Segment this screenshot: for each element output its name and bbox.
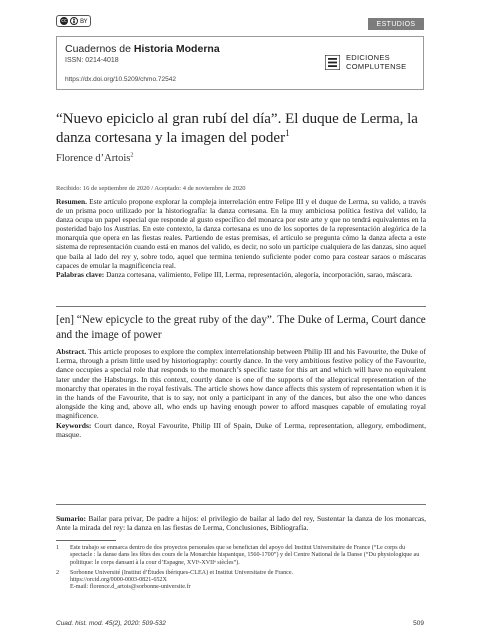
section-tag: ESTUDIOS bbox=[368, 18, 424, 30]
by-icon bbox=[70, 17, 78, 25]
article-title-text: “Nuevo epiciclo al gran rubí del día”. El duque de Lerma, la danza cortesana y la imagen del poder bbox=[56, 111, 418, 146]
journal-info-box bbox=[56, 36, 424, 90]
abstract-english bbox=[56, 347, 426, 439]
cc-by-license-icon[interactable] bbox=[56, 15, 91, 27]
keywords-en-text: Court dance, Royal Favourite, Philip III of Spain, Duke of Lerma, representation, allegory, embodiment, masque. bbox=[56, 420, 426, 439]
divider bbox=[56, 306, 426, 307]
publisher-line1: EDICIONES bbox=[346, 53, 390, 62]
license-label: BY bbox=[80, 17, 88, 25]
footnote-text: Sorbonne Université (Institut d’Études ibériques-CLEA) et Institut Universitaire de France. https://orcid.org/0000-0003-0821-652X E-mail: florence.d_artois@sorbonne-universite.fr bbox=[70, 569, 294, 591]
ediciones-complutense-logo-icon bbox=[325, 55, 340, 70]
journal-name bbox=[65, 43, 220, 55]
keywords-es-text: Danza cortesana, valimiento, Felipe III, Lerma, representación, alegoría, incorporación, sarao, máscara. bbox=[104, 269, 413, 279]
doi-link[interactable]: https://dx.doi.org/10.5209/chmo.72542 bbox=[65, 76, 176, 83]
title-footnote-ref[interactable]: 1 bbox=[285, 128, 290, 138]
journal-name-plain: Cuadernos de bbox=[65, 43, 134, 55]
publisher-logo bbox=[325, 53, 406, 71]
abstract-en-text: This article proposes to explore the complex interrelationship between Philip III and his Favourite, the Duke of Lerma, through a prism little used by historiography: courtly dance. In the very ambitious festive policy of the Favourite, dance occupies a special role that responds to the monarch’s specific taste for this art and which will have no equivalent later under the Habsburgs. In this context, courtly dance is one of the supports of the allegorical representation of the monarchy that operates in the royal festivals. The article shows how dance affects this system of representation when it is in the hands of the Favourite, that is to say, not only a participant in any of the dances, but also the one who dances alongside the king and, above all, who ends up having enough power to afford masques capable of emulating royal magnificence. bbox=[56, 347, 426, 421]
abstract-es-label: Resumen. bbox=[56, 197, 87, 206]
keywords-es-label: Palabras clave: bbox=[56, 269, 105, 279]
article-title bbox=[56, 110, 426, 148]
page-number: 509 bbox=[413, 620, 424, 627]
citation: Cuad. hist. mod. 45(2), 2020: 509-532 bbox=[56, 620, 166, 627]
publisher-name bbox=[346, 53, 406, 71]
english-title: [en] “New epicycle to the great ruby of the day”. The Duke of Lerma, Court dance and the image of power bbox=[56, 314, 426, 341]
sumario bbox=[56, 514, 426, 532]
footnote-2 bbox=[56, 570, 424, 592]
journal-name-bold: Historia Moderna bbox=[133, 43, 220, 55]
footnote-1 bbox=[56, 545, 424, 567]
sumario-label: Sumario: bbox=[56, 514, 86, 523]
publisher-line2: COMPLUTENSE bbox=[346, 62, 407, 71]
footnote-number: 2 bbox=[56, 569, 60, 576]
footnote-text: Este trabajo se enmarca dentro de dos proyectos personales que se benefician del apoyo del Institut Universitaire de France (“Le corps du spectacle : la danse dans les fêtes des cours de la Monarchie hispanique, 1560-1700”) y del Centre National de la Danse (“Du physiologique au politique: le corps dansant à la cour d’Espagne, XVIᵉ-XVIIᵉ siècles”). bbox=[70, 545, 420, 566]
author-name: Florence d’Artois bbox=[56, 153, 131, 164]
footnotes bbox=[56, 545, 424, 595]
cc-icon: cc bbox=[61, 18, 67, 24]
divider bbox=[56, 504, 426, 505]
author bbox=[56, 153, 134, 164]
issn: ISSN: 0214-4018 bbox=[65, 57, 119, 64]
abstract-spanish bbox=[56, 197, 426, 279]
sumario-text: Bailar para privar, De padre a hijos: el privilegio de bailar al lado del rey, Sustentar la danza de los monarcas, Ante la mirada del rey: la danza en las fiestas de Lerma, Conclusiones, Bibliografía. bbox=[56, 514, 426, 533]
abstract-es-text: Este artículo propone explorar la compleja interrelación entre Felipe III y el duque de Lerma, su valido, a través de un prisma poco utilizado por la historiografía: la danza cortesana. En la muy ambiciosa política festiva del valido, la danza ocupa un papel especial que responde al gusto específico del monarca por este arte y que no tendrá equivalentes en la posteridad bajo los Austrias. En este contexto, la danza cortesana es uno de los soportes de la representación alegórica de la monarquía que opera en las fiestas reales. Partiendo de estas premisas, el artículo se pregunta cómo la danza afecta a este sistema de representación cuando está en manos del valido, es decir, no solo un partícipe cualquiera de las danzas, sino aquel que baila al lado del rey y, sobre todo, aquel que termina teniendo suficiente poder como para costear saraos o máscaras capaces de emular la magnificencia real. bbox=[56, 197, 426, 270]
received-dates: Recibido: 16 de septiembre de 2020 / Aceptado: 4 de noviembre de 2020 bbox=[56, 185, 246, 192]
keywords-en-label: Keywords: bbox=[56, 420, 92, 430]
abstract-en-label: Abstract. bbox=[56, 347, 87, 356]
footnote-divider bbox=[56, 540, 116, 541]
footnote-number: 1 bbox=[56, 545, 60, 551]
author-footnote-ref[interactable]: 2 bbox=[130, 151, 134, 159]
